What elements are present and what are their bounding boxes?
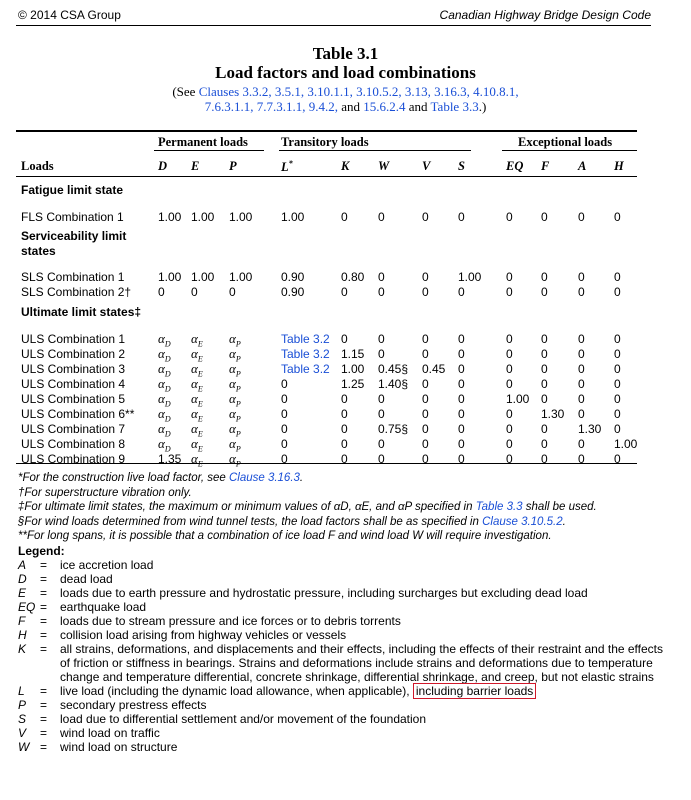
legend-item [18, 642, 668, 684]
section-serviceability-2: states [21, 244, 56, 258]
clause-3-10-5-2-link[interactable]: Clause 3.10.5.2 [482, 515, 563, 528]
factor-cell: $\alpha_P$ [229, 451, 241, 469]
factor-cell: $\alpha_E$ [191, 421, 203, 439]
factor-cell: $\alpha_P$ [229, 406, 241, 424]
factor-cell: 1.30 [578, 422, 602, 436]
factor-cell: 0 [541, 437, 548, 451]
col-header-k: K [341, 159, 350, 173]
factor-cell: $\alpha_E$ [191, 331, 203, 349]
factor-cell: 0.45 [422, 362, 446, 376]
legend-title: Legend: [18, 543, 65, 558]
legend-description: collision load arising from highway vehicles or vessels [60, 628, 347, 642]
factor-cell: 0 [422, 452, 429, 466]
factor-cell: 0 [341, 437, 348, 451]
col-header-eq: EQ [506, 159, 524, 173]
factor-cell: $\alpha_D$ [158, 391, 171, 409]
legend-description: loads due to stream pressure and ice forces or to debris torrents [60, 614, 401, 628]
factor-cell: 0 [281, 377, 288, 391]
factor-cell: 0 [578, 377, 585, 391]
factor-cell: 0 [378, 437, 385, 451]
col-header-a: A [578, 159, 587, 173]
factor-cell: 0 [422, 377, 429, 391]
factor-cell: 0 [506, 285, 513, 299]
section-fatigue: Fatigue limit state [21, 183, 124, 197]
factor-cell: 0 [506, 332, 513, 346]
loads-header: Loads [21, 159, 54, 173]
legend-symbol: EQ [18, 600, 36, 614]
legend-symbol: K [18, 642, 27, 656]
factor-cell: 0 [506, 452, 513, 466]
legend-description: load due to differential settlement and/or movement of the foundation [60, 712, 427, 726]
factor-cell: $\alpha_D$ [158, 331, 171, 349]
load-factors-table [16, 0, 637, 470]
col-header-l: L* [281, 159, 293, 175]
factor-cell: 0 [341, 422, 348, 436]
factor-cell: 0 [578, 285, 585, 299]
legend-item [18, 684, 668, 698]
factor-cell: 0 [422, 437, 429, 451]
factor-cell: 0 [341, 392, 348, 406]
factor-cell: 0 [506, 407, 513, 421]
factor-cell: 1.00 [341, 362, 365, 376]
legend-symbol: F [18, 614, 26, 628]
table-3-2-link[interactable]: Table 3.2 [281, 332, 330, 346]
factor-cell: 0 [541, 392, 548, 406]
legend-equals: = [40, 684, 48, 698]
factor-cell: 0 [281, 437, 288, 451]
factor-cell: 1.00 [158, 210, 182, 224]
factor-cell: $\alpha_D$ [158, 421, 171, 439]
factor-cell: 0 [341, 452, 348, 466]
footnote-double-star: **For long spans, it is possible that a combination of ice load F and wind load W will require investigation. [18, 530, 552, 542]
row-label: ULS Combination 9 [21, 452, 126, 466]
factor-cell: $\alpha_P$ [229, 331, 241, 349]
col-header-h: H [614, 159, 624, 173]
factor-cell: 0.45§ [378, 362, 409, 376]
factor-cell: 0 [578, 407, 585, 421]
factor-cell: 0 [506, 270, 513, 284]
legend-item [18, 628, 668, 642]
col-header-s: S [458, 159, 465, 173]
factor-cell: $\alpha_D$ [158, 361, 171, 379]
factor-cell: 0 [541, 377, 548, 391]
factor-cell: 0 [541, 270, 548, 284]
factor-cell: 0 [614, 347, 621, 361]
clause-3-16-3-link[interactable]: Clause 3.16.3 [228, 472, 300, 484]
factor-cell: 0.90 [281, 285, 305, 299]
factor-cell: 0 [458, 362, 465, 376]
factor-cell: 0 [614, 285, 621, 299]
factor-cell: 0 [614, 422, 621, 436]
factor-cell: $\alpha_D$ [158, 376, 171, 394]
factor-cell: 0 [378, 210, 385, 224]
factor-cell: 1.00 [506, 392, 530, 406]
factor-cell: 0 [458, 452, 465, 466]
factor-cell: 0 [541, 210, 548, 224]
legend-symbol: A [18, 558, 27, 572]
legend-equals: = [40, 740, 48, 754]
legend-item [18, 558, 668, 572]
table-number: Table 3.1 [312, 44, 379, 63]
row-label: ULS Combination 1 [21, 332, 126, 346]
factor-cell: 1.00 [229, 210, 253, 224]
factor-cell: 1.00 [191, 210, 215, 224]
factor-cell: 0 [614, 392, 621, 406]
row-label: ULS Combination 3 [21, 362, 126, 376]
factor-cell: 0 [341, 210, 348, 224]
footnote-section: §For wind loads determined from wind tunnel tests, the load factors shall be as specified in Clause 3.10.5.2. [18, 515, 566, 528]
legend-description: wind load on structure [60, 740, 178, 754]
factor-cell: 0 [158, 285, 165, 299]
footnote-dagger: †For superstructure vibration only. [18, 486, 192, 499]
factor-cell: 0 [506, 422, 513, 436]
factor-cell: $\alpha_P$ [229, 436, 241, 454]
factor-cell: $\alpha_E$ [191, 451, 203, 469]
factor-cell: $\alpha_E$ [191, 361, 203, 379]
factor-cell: 0 [281, 452, 288, 466]
factor-cell: 0 [422, 270, 429, 284]
factor-cell: 0 [506, 210, 513, 224]
legend-symbol: L [18, 684, 25, 698]
row-label: FLS Combination 1 [21, 210, 124, 224]
factor-cell: $\alpha_E$ [191, 406, 203, 424]
factor-cell: 0 [422, 285, 429, 299]
clause-links-2[interactable]: 7.6.3.1.1, 7.7.3.1.1, 9.4.2, [204, 99, 338, 114]
factor-cell: 0 [341, 285, 348, 299]
factor-cell: 1.00 [281, 210, 305, 224]
factor-cell: 0 [458, 392, 465, 406]
legend-list [18, 558, 668, 754]
table-3-3-link[interactable]: Table 3.3 [430, 99, 479, 114]
factor-cell: 1.00 [229, 270, 253, 284]
factor-cell: 0 [541, 285, 548, 299]
legend-equals: = [40, 572, 48, 586]
legend-item [18, 712, 668, 726]
factor-cell: 1.00 [158, 270, 182, 284]
factor-cell: 0 [378, 407, 385, 421]
factor-cell: 1.15 [341, 347, 365, 361]
factor-cell: 0 [614, 270, 621, 284]
footnote-star: *For the construction live load factor, see Clause 3.16.3. [18, 472, 304, 484]
factor-cell: 0 [458, 210, 465, 224]
factor-cell: 0 [578, 270, 585, 284]
table-caption: Load factors and load combinations [215, 63, 476, 82]
legend-description: dead load [60, 572, 113, 586]
factor-cell: 0 [458, 285, 465, 299]
factor-cell: 0 [422, 210, 429, 224]
legend-equals: = [40, 586, 48, 600]
factor-cell: 0 [378, 392, 385, 406]
legend-symbol: V [18, 726, 27, 740]
factor-cell: 0.75§ [378, 422, 409, 436]
legend-symbol: P [18, 698, 27, 712]
factor-cell: 0 [614, 332, 621, 346]
legend-item [18, 586, 668, 600]
factor-cell: 0 [378, 347, 385, 361]
table-3-2-link[interactable]: Table 3.2 [281, 362, 330, 376]
factor-cell: 0 [578, 210, 585, 224]
legend-item [18, 572, 668, 586]
legend-symbol: D [18, 572, 27, 586]
legend-description: secondary prestress effects [60, 698, 207, 712]
factor-cell: 0 [614, 377, 621, 391]
factor-cell: 0 [281, 407, 288, 421]
legend-symbol: E [18, 586, 27, 600]
factor-cell: 0 [422, 332, 429, 346]
group-transitory: Transitory loads [281, 135, 369, 149]
table-3-3-footnote-link[interactable]: Table 3.3 [475, 501, 523, 513]
row-label: ULS Combination 4 [21, 377, 126, 391]
factor-cell: 0 [506, 362, 513, 376]
factor-cell: 0 [281, 422, 288, 436]
legend-equals: = [40, 628, 48, 642]
factor-cell: 0 [506, 347, 513, 361]
col-header-p: P [229, 159, 237, 173]
legend-equals: = [40, 698, 48, 712]
legend-equals: = [40, 600, 48, 614]
factor-cell: $\alpha_D$ [158, 346, 171, 364]
factor-cell: $\alpha_P$ [229, 346, 241, 364]
legend-equals: = [40, 726, 48, 740]
factor-cell: 0 [578, 332, 585, 346]
factor-cell: 0 [578, 392, 585, 406]
factor-cell: 0 [191, 285, 198, 299]
see-prefix: (See [172, 84, 199, 99]
legend-symbol: W [18, 740, 30, 754]
col-header-e: E [191, 159, 200, 173]
factor-cell: 0 [614, 407, 621, 421]
factor-cell: 0 [281, 392, 288, 406]
factor-cell: $\alpha_P$ [229, 421, 241, 439]
factor-cell: 0 [578, 347, 585, 361]
row-label: ULS Combination 7 [21, 422, 126, 436]
factor-cell: $\alpha_E$ [191, 376, 203, 394]
factor-cell: 0 [541, 422, 548, 436]
factor-cell: 0 [541, 362, 548, 376]
factor-cell: 0 [229, 285, 236, 299]
factor-cell: 0.90 [281, 270, 305, 284]
legend-item [18, 726, 668, 740]
factor-cell: $\alpha_P$ [229, 391, 241, 409]
and-text-2: and [405, 99, 431, 114]
factor-cell: $\alpha_E$ [191, 346, 203, 364]
factor-cell: 0 [458, 332, 465, 346]
factor-cell: $\alpha_E$ [191, 436, 203, 454]
factor-cell: 0 [614, 452, 621, 466]
legend-equals: = [40, 558, 48, 572]
factor-cell: 0 [458, 407, 465, 421]
factor-cell: 0 [541, 347, 548, 361]
factor-cell: 0 [458, 347, 465, 361]
factor-cell: 0 [422, 347, 429, 361]
row-label: SLS Combination 2† [21, 285, 132, 299]
group-exceptional: Exceptional loads [518, 135, 613, 149]
legend-item [18, 740, 668, 754]
legend-description: live load (including the dynamic load allowance, when applicable), including barrier loads [60, 684, 668, 698]
factor-cell: 0 [614, 210, 621, 224]
factor-cell: 1.00 [614, 437, 638, 451]
factor-cell: $\alpha_E$ [191, 391, 203, 409]
factor-cell: 0 [506, 377, 513, 391]
factor-cell: 0 [541, 452, 548, 466]
factor-cell: 0 [578, 437, 585, 451]
legend-equals: = [40, 614, 48, 628]
legend-symbol: S [18, 712, 27, 726]
legend-description: all strains, deformations, and displacements and their effects, including the effects of their restraint and the effects of friction or stiffness in bearings. Strains and deformations include strains and deformations due to temperature change and temperature differential, concrete shrinkage, differential shrinkage, and creep, but not elastic strains [60, 642, 664, 684]
factor-cell: 1.40§ [378, 377, 409, 391]
factor-cell: 0 [341, 332, 348, 346]
factor-cell: 0 [422, 392, 429, 406]
legend-item [18, 698, 668, 712]
row-label: ULS Combination 6** [21, 407, 135, 421]
factor-cell: 1.00 [191, 270, 215, 284]
factor-cell: 0 [378, 452, 385, 466]
section-ultimate: Ultimate limit states‡ [21, 305, 142, 319]
and-text: and [337, 99, 364, 114]
footnote-double-dagger: ‡For ultimate limit states, the maximum or minimum values of αD, αE, and αP specified in Table 3.3 shall be used. [18, 501, 597, 513]
factor-cell: 0 [578, 452, 585, 466]
legend-description: earthquake load [60, 600, 147, 614]
factor-cell: 0 [378, 332, 385, 346]
factor-cell: 0 [458, 422, 465, 436]
legend-description: loads due to earth pressure and hydrostatic pressure, including surcharges but excluding dead load [60, 586, 588, 600]
factor-cell: 0 [458, 377, 465, 391]
document-title: Canadian Highway Bridge Design Code [439, 8, 651, 22]
factor-cell: $\alpha_D$ [158, 406, 171, 424]
group-permanent: Permanent loads [158, 135, 248, 149]
factor-cell: $\alpha_P$ [229, 361, 241, 379]
close-paren: .) [478, 99, 487, 114]
col-header-d: D [158, 159, 168, 173]
factor-cell: 0 [506, 437, 513, 451]
legend-description: wind load on traffic [60, 726, 160, 740]
factor-cell: $\alpha_D$ [158, 436, 171, 454]
copyright: © 2014 CSA Group [18, 8, 121, 22]
row-label: ULS Combination 8 [21, 437, 126, 451]
factor-cell: 0.80 [341, 270, 365, 284]
legend-symbol: H [18, 628, 27, 642]
factor-cell: 0 [341, 407, 348, 421]
row-label: ULS Combination 2 [21, 347, 126, 361]
row-label: ULS Combination 5 [21, 392, 126, 406]
col-header-f: F [541, 159, 550, 173]
factor-cell: 1.30 [541, 407, 565, 421]
factor-cell: 0 [541, 332, 548, 346]
factor-cell: 0 [378, 285, 385, 299]
footnotes [18, 471, 668, 754]
factor-cell: 0 [578, 362, 585, 376]
factor-cell: 1.35 [158, 452, 182, 466]
legend-item [18, 614, 668, 628]
legend-equals: = [40, 642, 48, 656]
col-header-v: V [422, 159, 431, 173]
factor-cell: 0 [378, 270, 385, 284]
factor-cell: 0 [422, 422, 429, 436]
factor-cell: 0 [614, 362, 621, 376]
highlighted-barrier-loads: including barrier loads [413, 683, 536, 699]
section-serviceability: Serviceability limit [21, 229, 127, 243]
factor-cell: $\alpha_P$ [229, 376, 241, 394]
row-label: SLS Combination 1 [21, 270, 125, 284]
factor-cell: 0 [422, 407, 429, 421]
clause-links-1[interactable]: Clauses 3.3.2, 3.5.1, 3.10.1.1, 3.10.5.2, 3.13, 3.16.3, 4.10.8.1, [198, 84, 519, 99]
legend-description: ice accretion load [60, 558, 154, 572]
clause-link-last[interactable]: 15.6.2.4 [363, 99, 406, 114]
factor-cell: 1.00 [458, 270, 482, 284]
col-header-w: W [378, 159, 390, 173]
legend-equals: = [40, 712, 48, 726]
table-3-2-link[interactable]: Table 3.2 [281, 347, 330, 361]
factor-cell: 0 [458, 437, 465, 451]
factor-cell: 1.25 [341, 377, 365, 391]
legend-item [18, 600, 668, 614]
